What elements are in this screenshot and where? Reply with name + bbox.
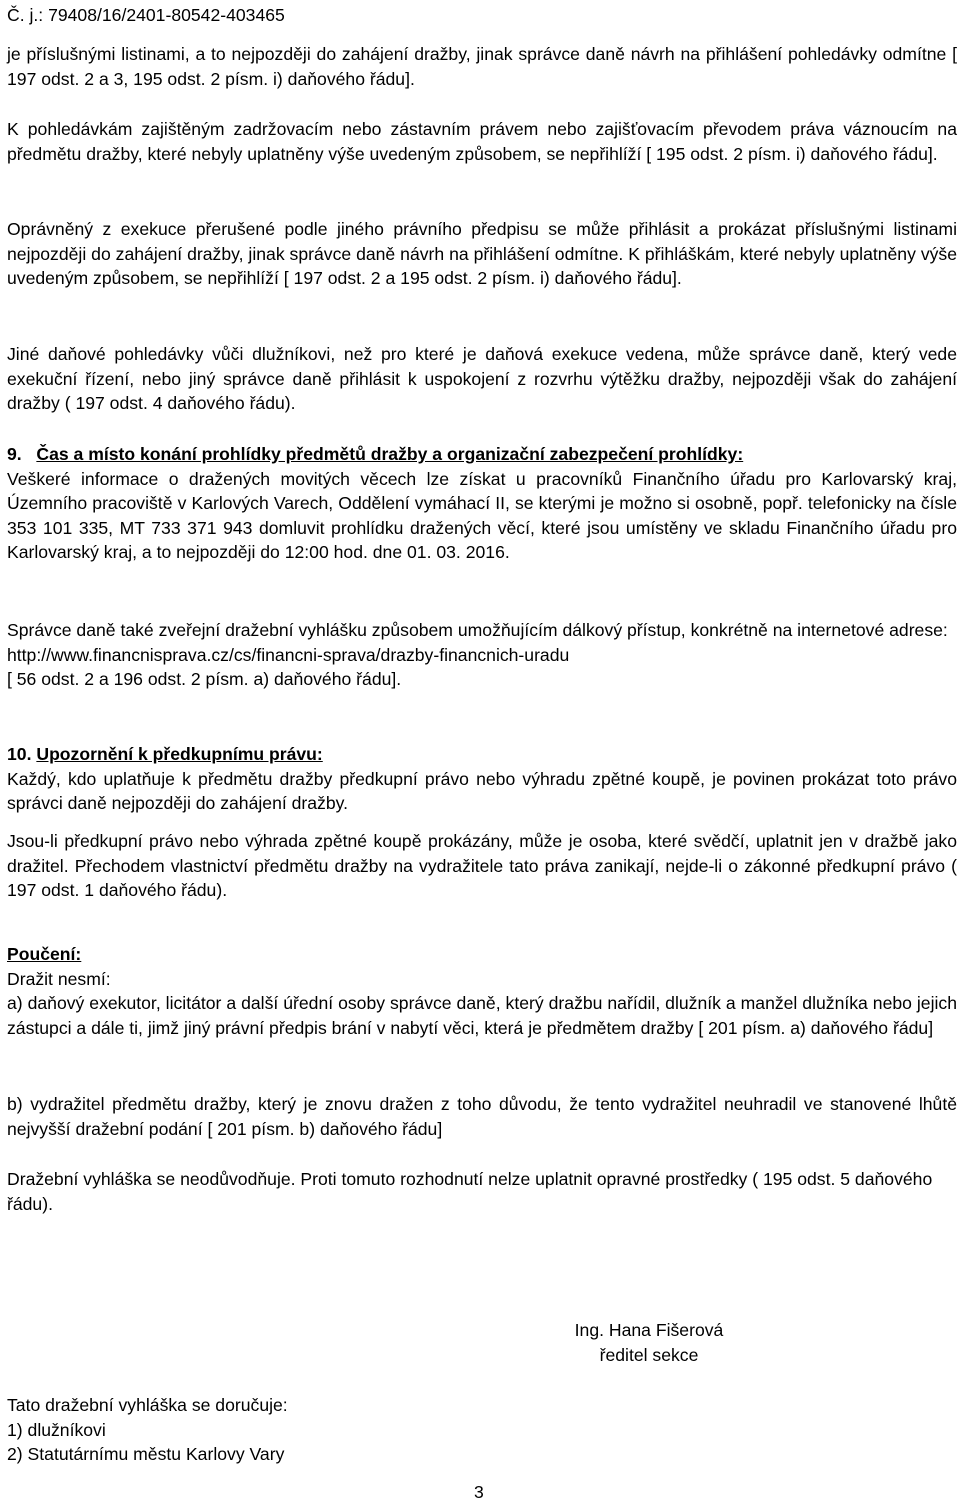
publication-law-ref: [ 56 odst. 2 a 196 odst. 2 písm. a) daňového řádu]. xyxy=(7,669,402,690)
delivery-recipient: 2) Statutárnímu městu Karlovy Vary xyxy=(7,1444,285,1465)
page-number: 3 xyxy=(474,1482,484,1502)
paragraph-secured-claims: K pohledávkám zajištěným zadržovacím nebo zástavním právem nebo zajišťovacím převodem práva váznoucím na předmětu dražby, které nebyly uplatněny výše uvedeným způsobem, se nepřihlíží [ 195 odst. 2 písm. i) daňového řádu]. xyxy=(7,119,957,164)
closing-statement-block xyxy=(7,1167,957,1216)
signature-block xyxy=(556,1318,742,1367)
section-9-publication xyxy=(7,618,957,692)
section-9 xyxy=(7,442,957,565)
instruction-heading: Poučení: xyxy=(7,944,82,964)
reference-value: 79408/16/2401-80542-403465 xyxy=(48,5,285,25)
instruction-item-b-block xyxy=(7,1092,957,1141)
delivery-recipient: 1) dlužníkovi xyxy=(7,1419,106,1440)
paragraph-other-tax-claims: Jiné daňové pohledávky vůči dlužníkovi, než pro které je daňová exekuce vedena, může správce daně, který vede exekuční řízení, nebo jiný správce daně přihlásit k uspokojení z rozvrhu výtěžku dražby, nejpozději však do zahájení dražby ( 197 odst. 4 daňového řádu). xyxy=(7,344,957,414)
reference-number xyxy=(7,3,285,27)
reference-label: Č. j.: xyxy=(7,5,44,25)
signatory-name: Ing. Hana Fišerová xyxy=(574,1320,724,1340)
publication-url[interactable]: http://www.financnisprava.cz/cs/financni-sprava/drazby-financnich-uradu xyxy=(7,644,570,665)
section-10-heading: 10. Upozornění k předkupnímu právu: xyxy=(7,744,323,764)
instruction-intro: Dražit nesmí: xyxy=(7,968,111,989)
instruction-item-b: b) vydražitel předmětu dražby, který je znovu dražen z toho důvodu, že tento vydražitel neuhradil ve stanovené lhůtě nejvyšší dražební podání [ 201 písm. b) daňového řádu] xyxy=(7,1094,957,1139)
section-10-body-1: Každý, kdo uplatňuje k předmětu dražby předkupní právo nebo výhradu zpětné koupě, je povinen prokázat toto právo správci daně nejpozději do zahájení dražby. xyxy=(7,768,957,814)
section-9-body: Veškeré informace o dražených movitých věcech lze získat u pracovníků Finančního úřadu pro Karlovarský kraj, Územního pracoviště v Karlových Varech, Oddělení vymáhací II, se kterými je možno si osobně, popř. telefonicky na čísle 353 101 335, MT 733 371 943 domluvit prohlídku dražených věcí, které jsou umístěny ve skladu Finančního úřadu pro Karlovarský kraj, a to nejpozději do 12:00 hod. dne 01. 03. 2016. xyxy=(7,468,957,563)
section-9-heading: 9. Čas a místo konání prohlídky předmětů dražby a organizační zabezpečení prohlídky: xyxy=(7,444,744,464)
paragraph-claims-documents: je příslušnými listinami, a to nejpozději do zahájení dražby, jinak správce daně návrh na přihlášení pohledávky odmítne [ 197 odst. 2 a 3, 195 odst. 2 písm. i) daňového řádu]. xyxy=(7,44,957,89)
signatory-role: ředitel sekce xyxy=(599,1344,699,1365)
instruction-item-a: a) daňový exekutor, licitátor a další úřední osoby správce daně, který dražbu nařídil, dlužník a manžel dlužníka nebo jejich zástupci a dále ti, jimž jiný právní předpis brání v nabytí věci, která je předmětem dražby [ 201 písm. a) daňového řádu] xyxy=(7,993,957,1038)
delivery-heading: Tato dražební vyhláška se doručuje: xyxy=(7,1395,288,1415)
section-10-body-2: Jsou-li předkupní právo nebo výhrada zpětné koupě prokázány, může je osoba, které svědčí, uplatnit jen v dražbě jako dražitel. Přechodem vlastnictví předmětu dražby na vydražitele tato práva zanikají, nejde-li o zákonné předkupní právo ( 197 odst. 1 daňového řádu). xyxy=(7,831,957,901)
delivery-list xyxy=(7,1393,288,1467)
instruction-section xyxy=(7,942,957,1040)
section-10 xyxy=(7,742,957,816)
closing-statement: Dražební vyhláška se neodůvodňuje. Proti tomuto rozhodnutí nelze uplatnit opravné prostředky ( 195 odst. 5 daňového řádu). xyxy=(7,1169,933,1214)
paragraph-interrupted-execution: Oprávněný z exekuce přerušené podle jiného právního předpisu se může přihlásit a prokázat příslušnými listinami nejpozději do zahájení dražby, jinak správce daně návrh na přihlášení odmítne. K přihláškám, které nebyly uplatněny výše uvedeným způsobem, se nepřihlíží [ 197 odst. 2 a 195 odst. 2 písm. i) daňového řádu]. xyxy=(7,219,957,289)
section-10-body-2-block xyxy=(7,829,957,903)
publication-text: Správce daně také zveřejní dražební vyhlášku způsobem umožňujícím dálkový přístup, konkrétně na internetové adrese: xyxy=(7,620,948,640)
